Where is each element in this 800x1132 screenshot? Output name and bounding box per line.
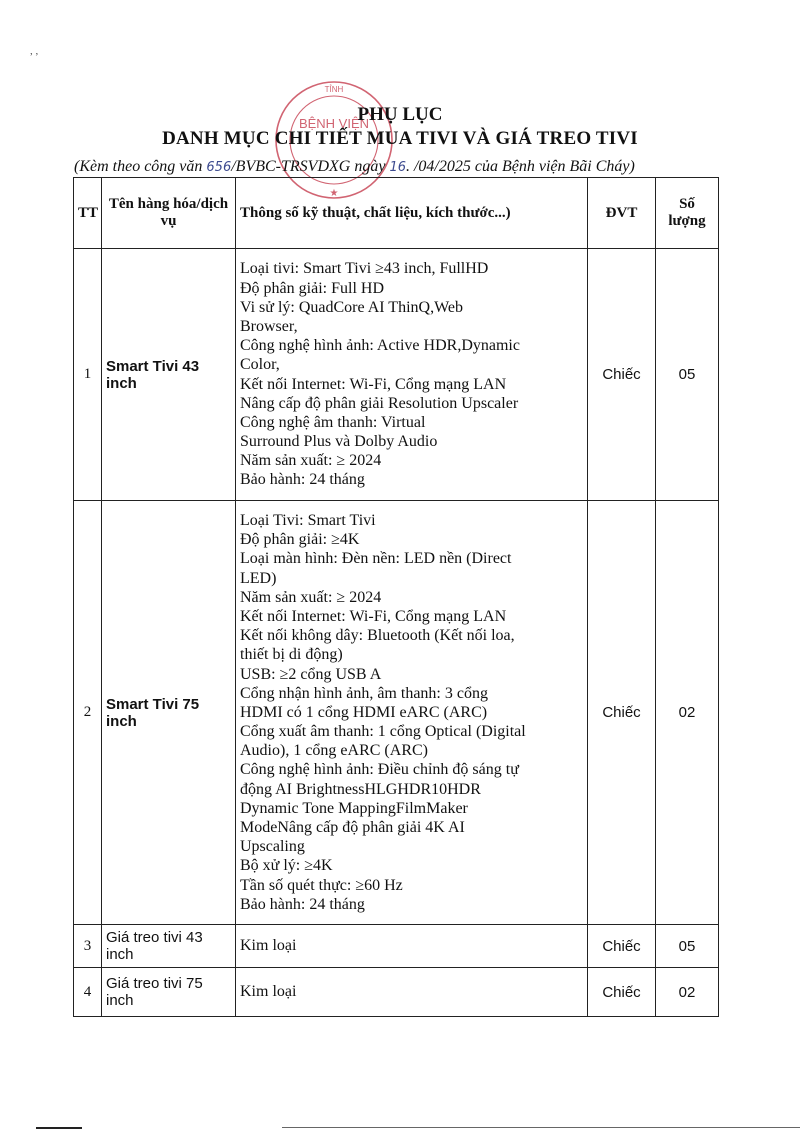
spec-line: Bảo hành: 24 tháng (240, 895, 365, 913)
spec-line: Bảo hành: 24 tháng (240, 471, 365, 489)
doc-day: 16 (389, 160, 406, 175)
row-qty: 02 (656, 968, 719, 1017)
stamp-text-top: TỈNH (324, 85, 344, 94)
row-unit: Chiếc (588, 925, 656, 968)
row-name: Smart Tivi 43 inch (102, 249, 236, 501)
table-row (74, 249, 719, 501)
heading-appendix: PHỤ LỤC (357, 104, 443, 125)
row-unit: Chiếc (588, 968, 656, 1017)
row-tt: 2 (74, 501, 102, 925)
row-name: Giá treo tivi 43 inch (102, 925, 236, 968)
spec-line: Năm sản xuất: ≥ 2024 (240, 452, 382, 470)
header-qty: Số lượng (656, 178, 719, 249)
spec-line: Công nghệ hình ảnh: Điều chỉnh độ sáng tự (240, 761, 519, 779)
spec-line: ModeNâng cấp độ phân giải 4K AI (240, 819, 465, 837)
spec-line: Loại tivi: Smart Tivi ≥43 inch, FullHD (240, 260, 489, 278)
table-header-row (74, 178, 719, 249)
subtitle (74, 158, 635, 176)
header-tt: TT (74, 178, 102, 249)
header-name: Tên hàng hóa/dịch vụ (102, 178, 236, 249)
items-table (73, 177, 719, 1017)
spec-line: Cổng nhận hình ảnh, âm thanh: 3 cổng (240, 684, 488, 702)
heading-title: DANH MỤC CHI TIẾT MUA TIVI VÀ GIÁ TREO TIVI (162, 128, 638, 149)
spec-line: Loại Tivi: Smart Tivi (240, 512, 376, 530)
header-unit: ĐVT (588, 178, 656, 249)
row-tt: 1 (74, 249, 102, 501)
spec-line: Cổng xuất âm thanh: 1 cổng Optical (Digital (240, 723, 526, 741)
table-row (74, 968, 719, 1017)
stamp-text-middle: BỆNH VIỆN (298, 116, 370, 131)
subtitle-middle: /BVBC-TRSVDXG ngày (231, 158, 390, 175)
page-marks: , , (30, 45, 39, 57)
spec-line: Nâng cấp độ phân giải Resolution Upscaler (240, 394, 519, 412)
row-spec (236, 968, 588, 1017)
spec-line: USB: ≥2 cổng USB A (240, 665, 382, 683)
row-name: Smart Tivi 75 inch (102, 501, 236, 925)
spec-line: Bộ xử lý: ≥4K (240, 857, 333, 875)
spec-line: Độ phân giải: Full HD (240, 279, 384, 297)
spec-line: Vi sử lý: QuadCore AI ThinQ,Web (240, 298, 463, 316)
footer-line-right (282, 1127, 800, 1128)
row-tt: 3 (74, 925, 102, 968)
table-row (74, 925, 719, 968)
spec-line: Năm sản xuất: ≥ 2024 (240, 588, 382, 606)
spec-line: Độ phân giải: ≥4K (240, 531, 360, 549)
footer-line-left (36, 1127, 82, 1129)
spec-line: Color, (240, 356, 280, 374)
table-row (74, 501, 719, 925)
spec-line: Kết nối Internet: Wi-Fi, Cổng mạng LAN (240, 607, 507, 625)
spec-line: LED) (240, 569, 277, 587)
row-qty: 02 (656, 501, 719, 925)
spec-line: Kim loại (240, 937, 297, 955)
header-spec: Thông số kỹ thuật, chất liệu, kích thước...) (236, 178, 588, 249)
doc-number: 656 (206, 160, 232, 175)
spec-line: Dynamic Tone MappingFilmMaker (240, 799, 468, 817)
spec-line: Surround Plus và Dolby Audio (240, 433, 438, 451)
row-name: Giá treo tivi 75 inch (102, 968, 236, 1017)
spec-line: Audio), 1 cổng eARC (ARC) (240, 742, 428, 760)
row-qty: 05 (656, 249, 719, 501)
row-spec (236, 501, 588, 925)
spec-line: Công nghệ âm thanh: Virtual (240, 413, 426, 431)
spec-line: Kết nối không dây: Bluetooth (Kết nối loa, (240, 627, 515, 645)
subtitle-suffix: . /04/2025 của Bệnh viện Bãi Cháy) (405, 158, 635, 175)
row-spec (236, 249, 588, 501)
spec-line: thiết bị di động) (240, 646, 343, 664)
spec-line: Tần số quét thực: ≥60 Hz (240, 876, 403, 894)
spec-line: Công nghệ hình ảnh: Active HDR,Dynamic (240, 337, 520, 355)
spec-line: Browser, (240, 317, 298, 335)
row-tt: 4 (74, 968, 102, 1017)
row-unit: Chiếc (588, 249, 656, 501)
row-qty: 05 (656, 925, 719, 968)
spec-line: Kim loại (240, 983, 297, 1001)
spec-line: động AI BrightnessHLGHDR10HDR (240, 780, 481, 798)
row-unit: Chiếc (588, 501, 656, 925)
spec-line: HDMI có 1 cổng HDMI eARC (ARC) (240, 703, 488, 721)
spec-line: Loại màn hình: Đèn nền: LED nền (Direct (240, 550, 512, 568)
spec-line: Upscaling (240, 838, 305, 856)
subtitle-prefix: (Kèm theo công văn (74, 158, 207, 175)
row-spec (236, 925, 588, 968)
svg-text:★: ★ (329, 188, 339, 199)
spec-line: Kết nối Internet: Wi-Fi, Cổng mạng LAN (240, 375, 507, 393)
